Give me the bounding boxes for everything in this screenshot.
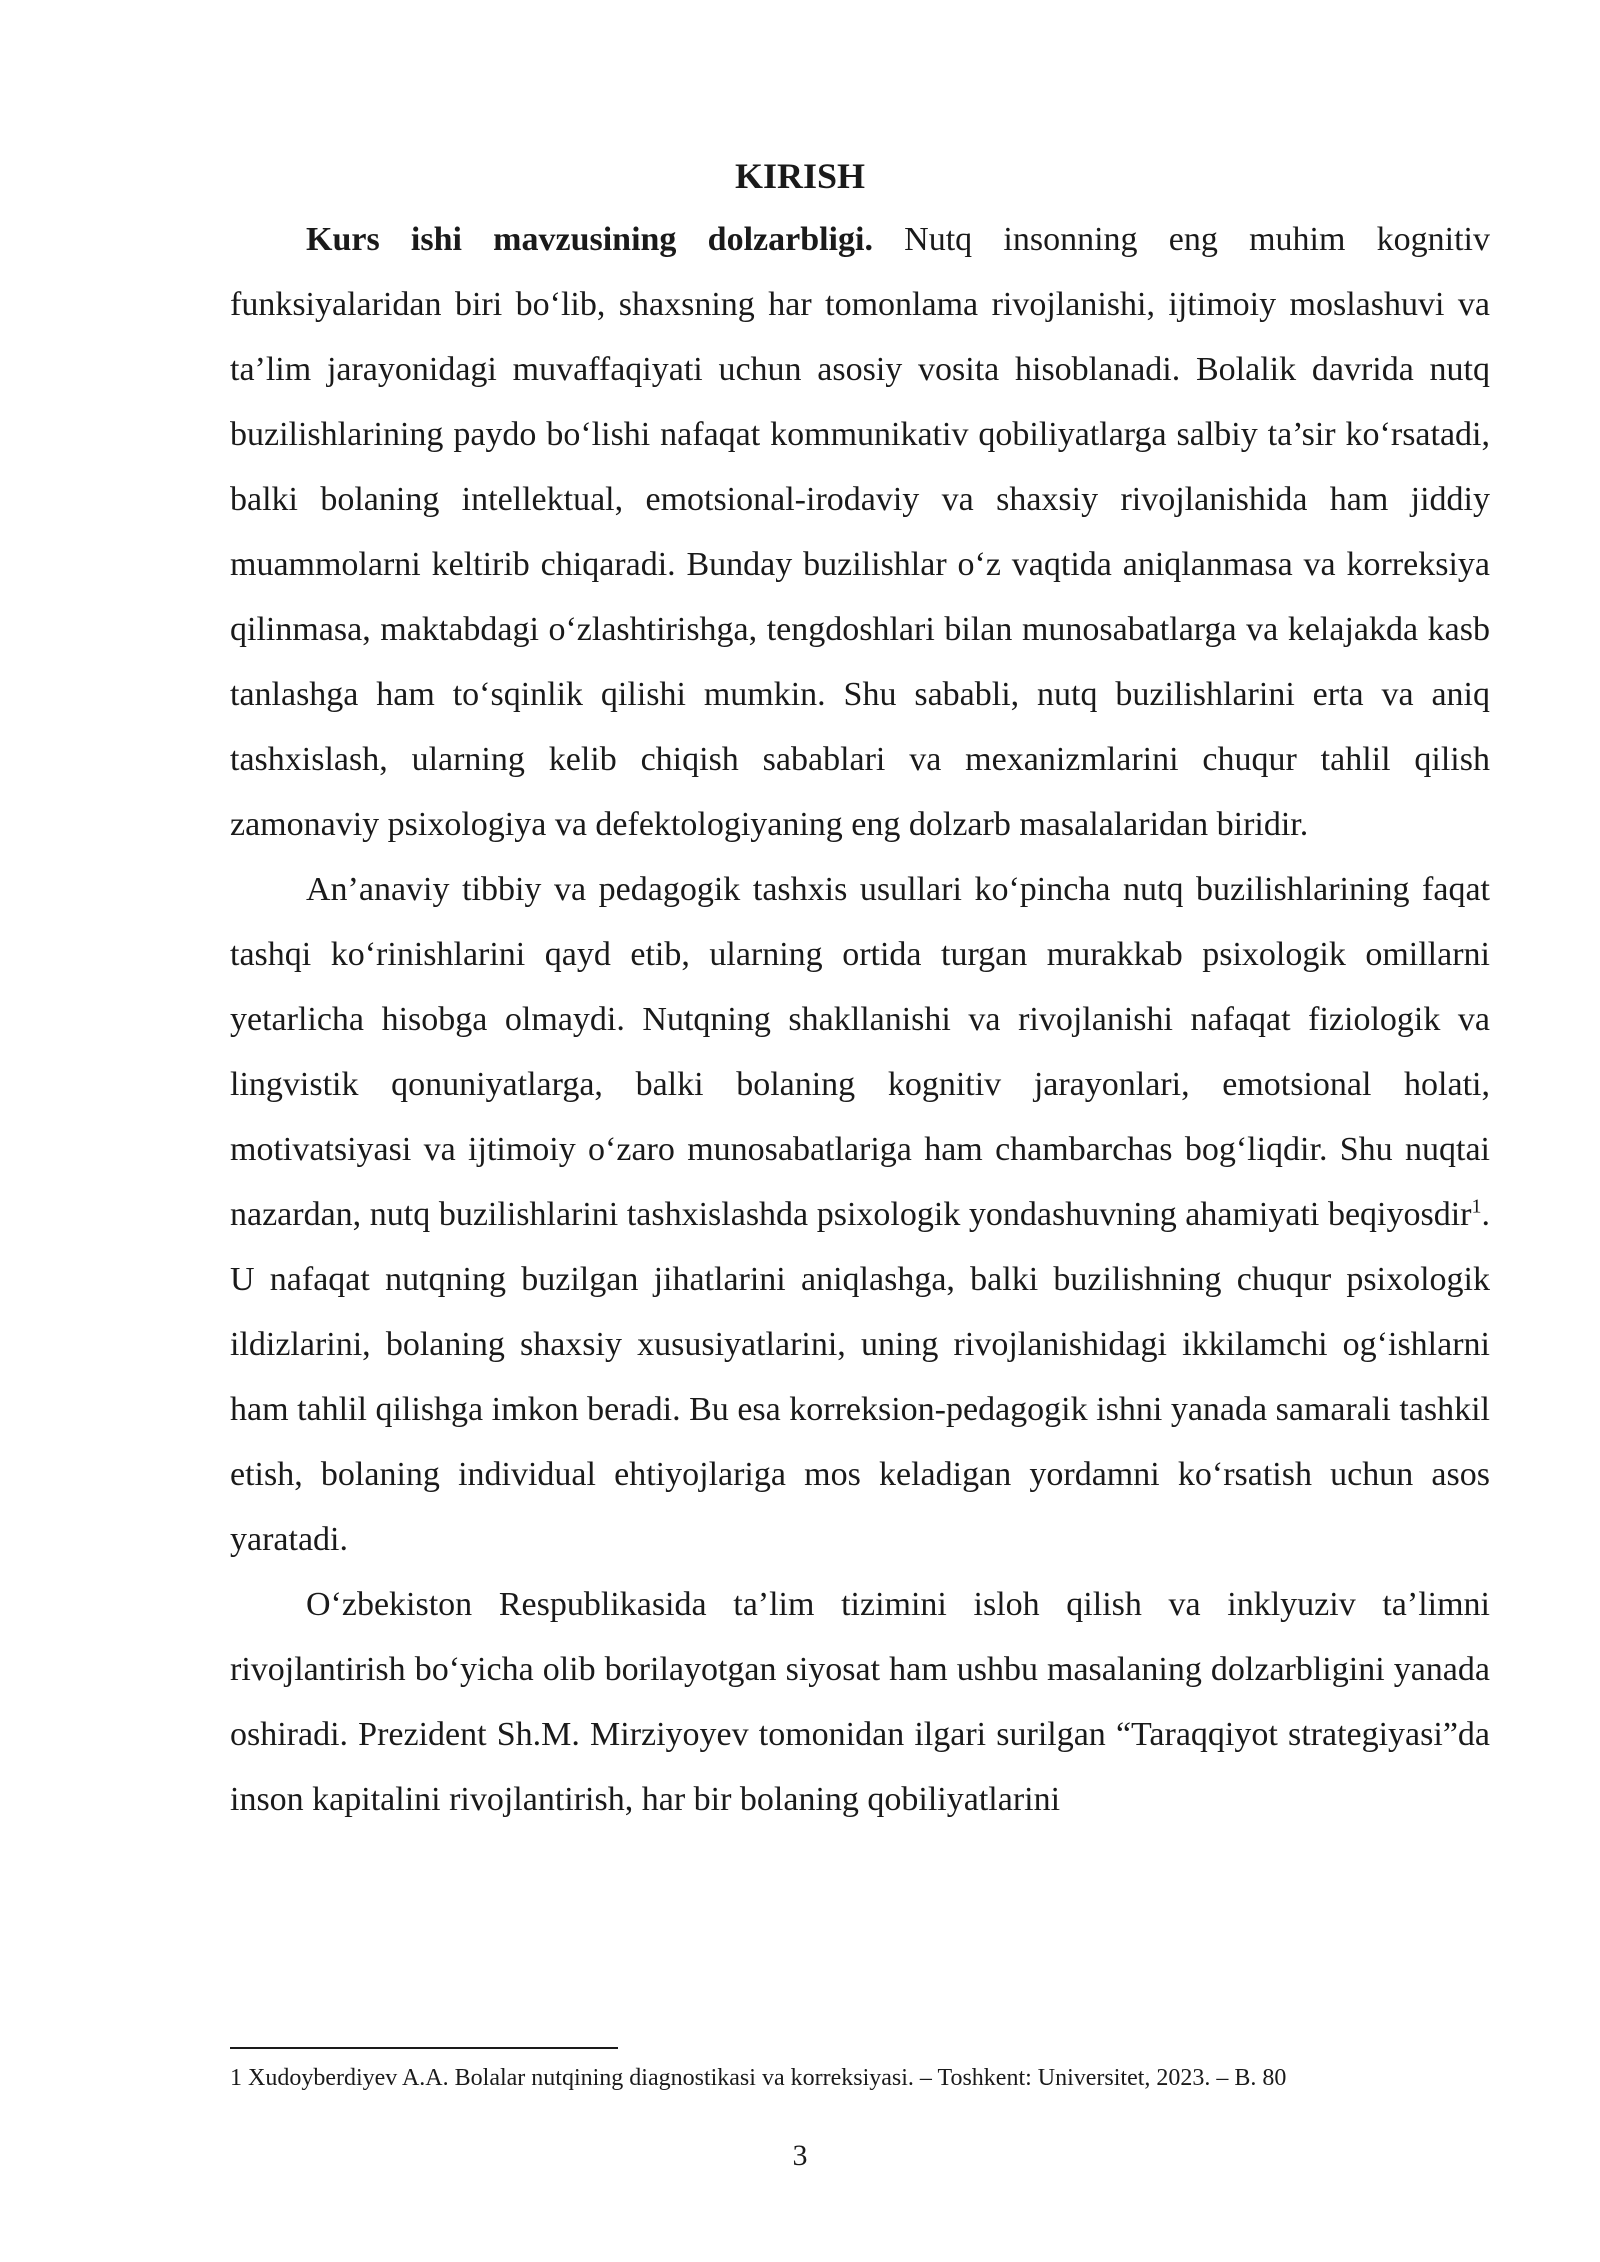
footnote-reference[interactable]: 1	[1471, 1195, 1482, 1218]
paragraph-relevance	[230, 207, 1490, 857]
paragraph-lead-heading: Kurs ishi mavzusining dolzarbligi.	[306, 221, 873, 258]
paragraph-diagnostics	[230, 857, 1490, 1572]
footnote-number: 1	[230, 2065, 242, 2091]
paragraph-diagnostics-text: An’anaviy tibbiy va pedagogik tashxis usullari ko‘pincha nutq buzilishlarining faqat tashqi ko‘rinishlarini qayd etib, ularning ortida turgan murakkab psixologik omillarni yetarlicha hisobga olmaydi. Nutqning shakllanishi va rivojlanishi nafaqat fiziologik va lingvistik qonuniyatlarga, balki bolaning kognitiv jarayonlari, emotsional holati, motivatsiyasi va ijtimoiy o‘zaro munosabatlariga ham chambarchas bog‘liqdir. Shu nuqtai nazardan, nutq buzilishlarini tashxislashda psixologik yondashuvning ahamiyati beqiyosdir	[230, 871, 1490, 1233]
body-text	[230, 207, 1490, 1832]
paragraph-policy-text: O‘zbekiston Respublikasida ta’lim tizimini isloh qilish va inklyuziv ta’limni rivojlantirish bo‘yicha olib borilayotgan siyosat ham ushbu masalaning dolzarbligini yanada oshiradi. Prezident Sh.M. Mirziyoyev tomonidan ilgari surilgan “Taraqqiyot strategiyasi”da inson kapitalini rivojlantirish, har bir bolaning qobiliyatlarini	[230, 1586, 1490, 1818]
section-title: KIRISH	[734, 156, 866, 196]
paragraph-diagnostics-continuation: . U nafaqat nutqning buzilgan jihatlarini aniqlashga, balki buzilishning chuqur psixologik ildizlarini, bolaning shaxsiy xususiyatlarini, uning rivojlanishidagi ikkilamchi og‘ishlarni ham tahlil qilishga imkon beradi. Bu esa korreksion-pedagogik ishni yanada samarali tashkil etish, bolaning individual ehtiyojlariga mos keladigan yordamni ko‘rsatish uchun asos yaratadi.	[230, 1196, 1490, 1558]
footnote-separator	[230, 2047, 618, 2049]
paragraph-policy	[230, 1572, 1490, 1832]
paragraph-relevance-text: Nutq insonning eng muhim kognitiv funksiyalaridan biri bo‘lib, shaxsning har tomonlama rivojlanishi, ijtimoiy moslashuvi va ta’lim jarayonidagi muvaffaqiyati uchun asosiy vosita hisoblanadi. Bolalik davrida nutq buzilishlarining paydo bo‘lishi nafaqat kommunikativ qobiliyatlarga salbiy ta’sir ko‘rsatadi, balki bolaning intellektual, emotsional-irodaviy va shaxsiy rivojlanishida ham jiddiy muammolarni keltirib chiqaradi. Bunday buzilishlar o‘z vaqtida aniqlanmasa va korreksiya qilinmasa, maktabdagi o‘zlashtirishga, tengdoshlari bilan munosabatlarga va kelajakda kasb tanlashga ham to‘sqinlik qilishi mumkin. Shu sababli, nutq buzilishlarini erta va aniq tashxislash, ularning kelib chiqish sabablari va mexanizmlarini chuqur tahlil qilish zamonaviy psixologiya va defektologiyaning eng dolzarb masalalaridan biridir.	[230, 221, 1490, 843]
footnote	[230, 2062, 1490, 2094]
page-number: 3	[792, 2139, 808, 2172]
footnote-text: Xudoyberdiyev A.A. Bolalar nutqining diagnostikasi va korreksiyasi. – Toshkent: Universitet, 2023. – B. 80	[242, 2065, 1287, 2091]
